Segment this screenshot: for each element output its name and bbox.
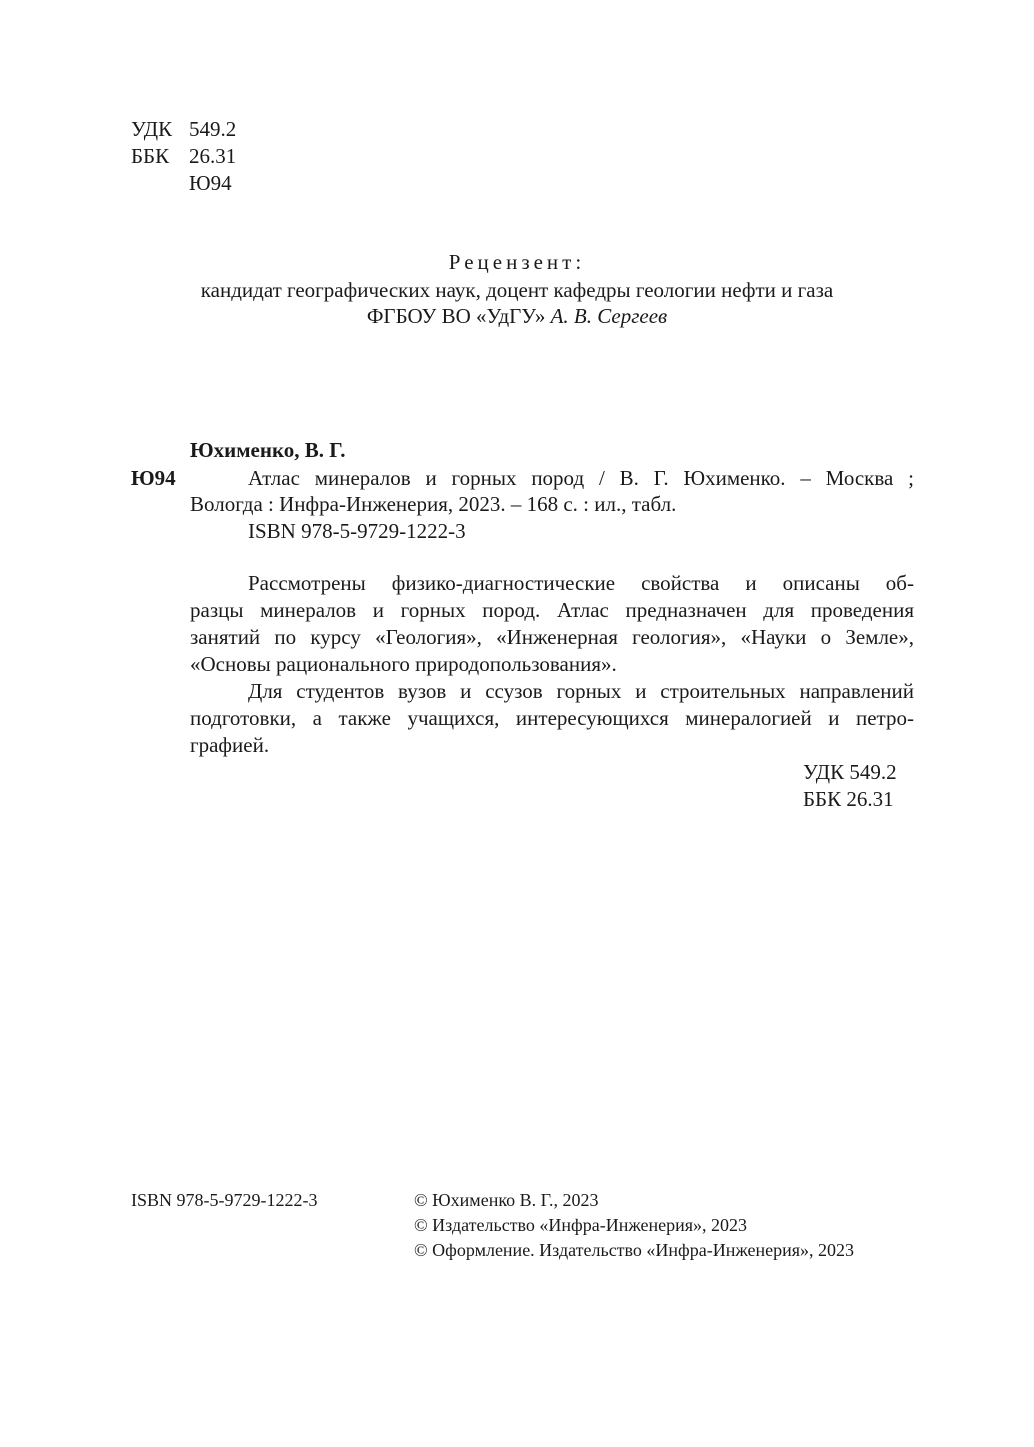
annotation-line: разцы минералов и горных пород. Атлас предназначен для проведения [190, 598, 914, 622]
udk-value: 549.2 [189, 117, 237, 141]
copyright-author: © Юхименко В. Г., 2023 [414, 1190, 599, 1210]
book-title-line-1: Атлас минералов и горных пород / В. Г. Юхименко. – Москва ; [248, 466, 914, 490]
book-author: Юхименко, В. Г. [190, 438, 346, 462]
book-title-line-2: Вологда : Инфра-Инженерия, 2023. – 168 с. : ил., табл. [190, 492, 677, 516]
reviewer-institution: ФГБОУ ВО «УдГУ» [366, 304, 546, 328]
annotation-line: «Основы рационального природопользования». [190, 652, 617, 676]
reviewer-heading: Рецензент: [448, 250, 586, 274]
book-isbn: ISBN 978-5-9729-1222-3 [248, 519, 466, 543]
annotation-line: подготовки, а также учащихся, интересующихся минералогией и петро- [190, 706, 914, 730]
footer-isbn: ISBN 978-5-9729-1222-3 [131, 1190, 318, 1210]
reviewer-position: кандидат географических наук, доцент кафедры геологии нефти и газа [200, 278, 834, 302]
author-code: Ю94 [131, 466, 176, 490]
bbk-label: ББК [131, 144, 170, 168]
reviewer-affiliation [0, 304, 1034, 329]
copyright-publisher: © Издательство «Инфра-Инженерия», 2023 [414, 1215, 748, 1235]
author-mark: Ю94 [189, 171, 232, 195]
udk-label: УДК [131, 117, 173, 141]
annotation-line: графией. [190, 733, 270, 757]
bbk-bottom: ББК 26.31 [803, 787, 894, 811]
bbk-value: 26.31 [189, 144, 237, 168]
annotation-line: занятий по курсу «Геология», «Инженерная геология», «Науки о Земле», [190, 625, 914, 649]
udk-bottom: УДК 549.2 [803, 760, 897, 784]
annotation-line: Для студентов вузов и ссузов горных и строительных направлений [248, 679, 914, 703]
reviewer-name: А. В. Сергеев [550, 304, 668, 328]
classification-block [131, 116, 281, 201]
copyright-design: © Оформление. Издательство «Инфра-Инженерия», 2023 [414, 1240, 855, 1260]
annotation-line: Рассмотрены физико-диагностические свойства и описаны об- [248, 571, 914, 595]
